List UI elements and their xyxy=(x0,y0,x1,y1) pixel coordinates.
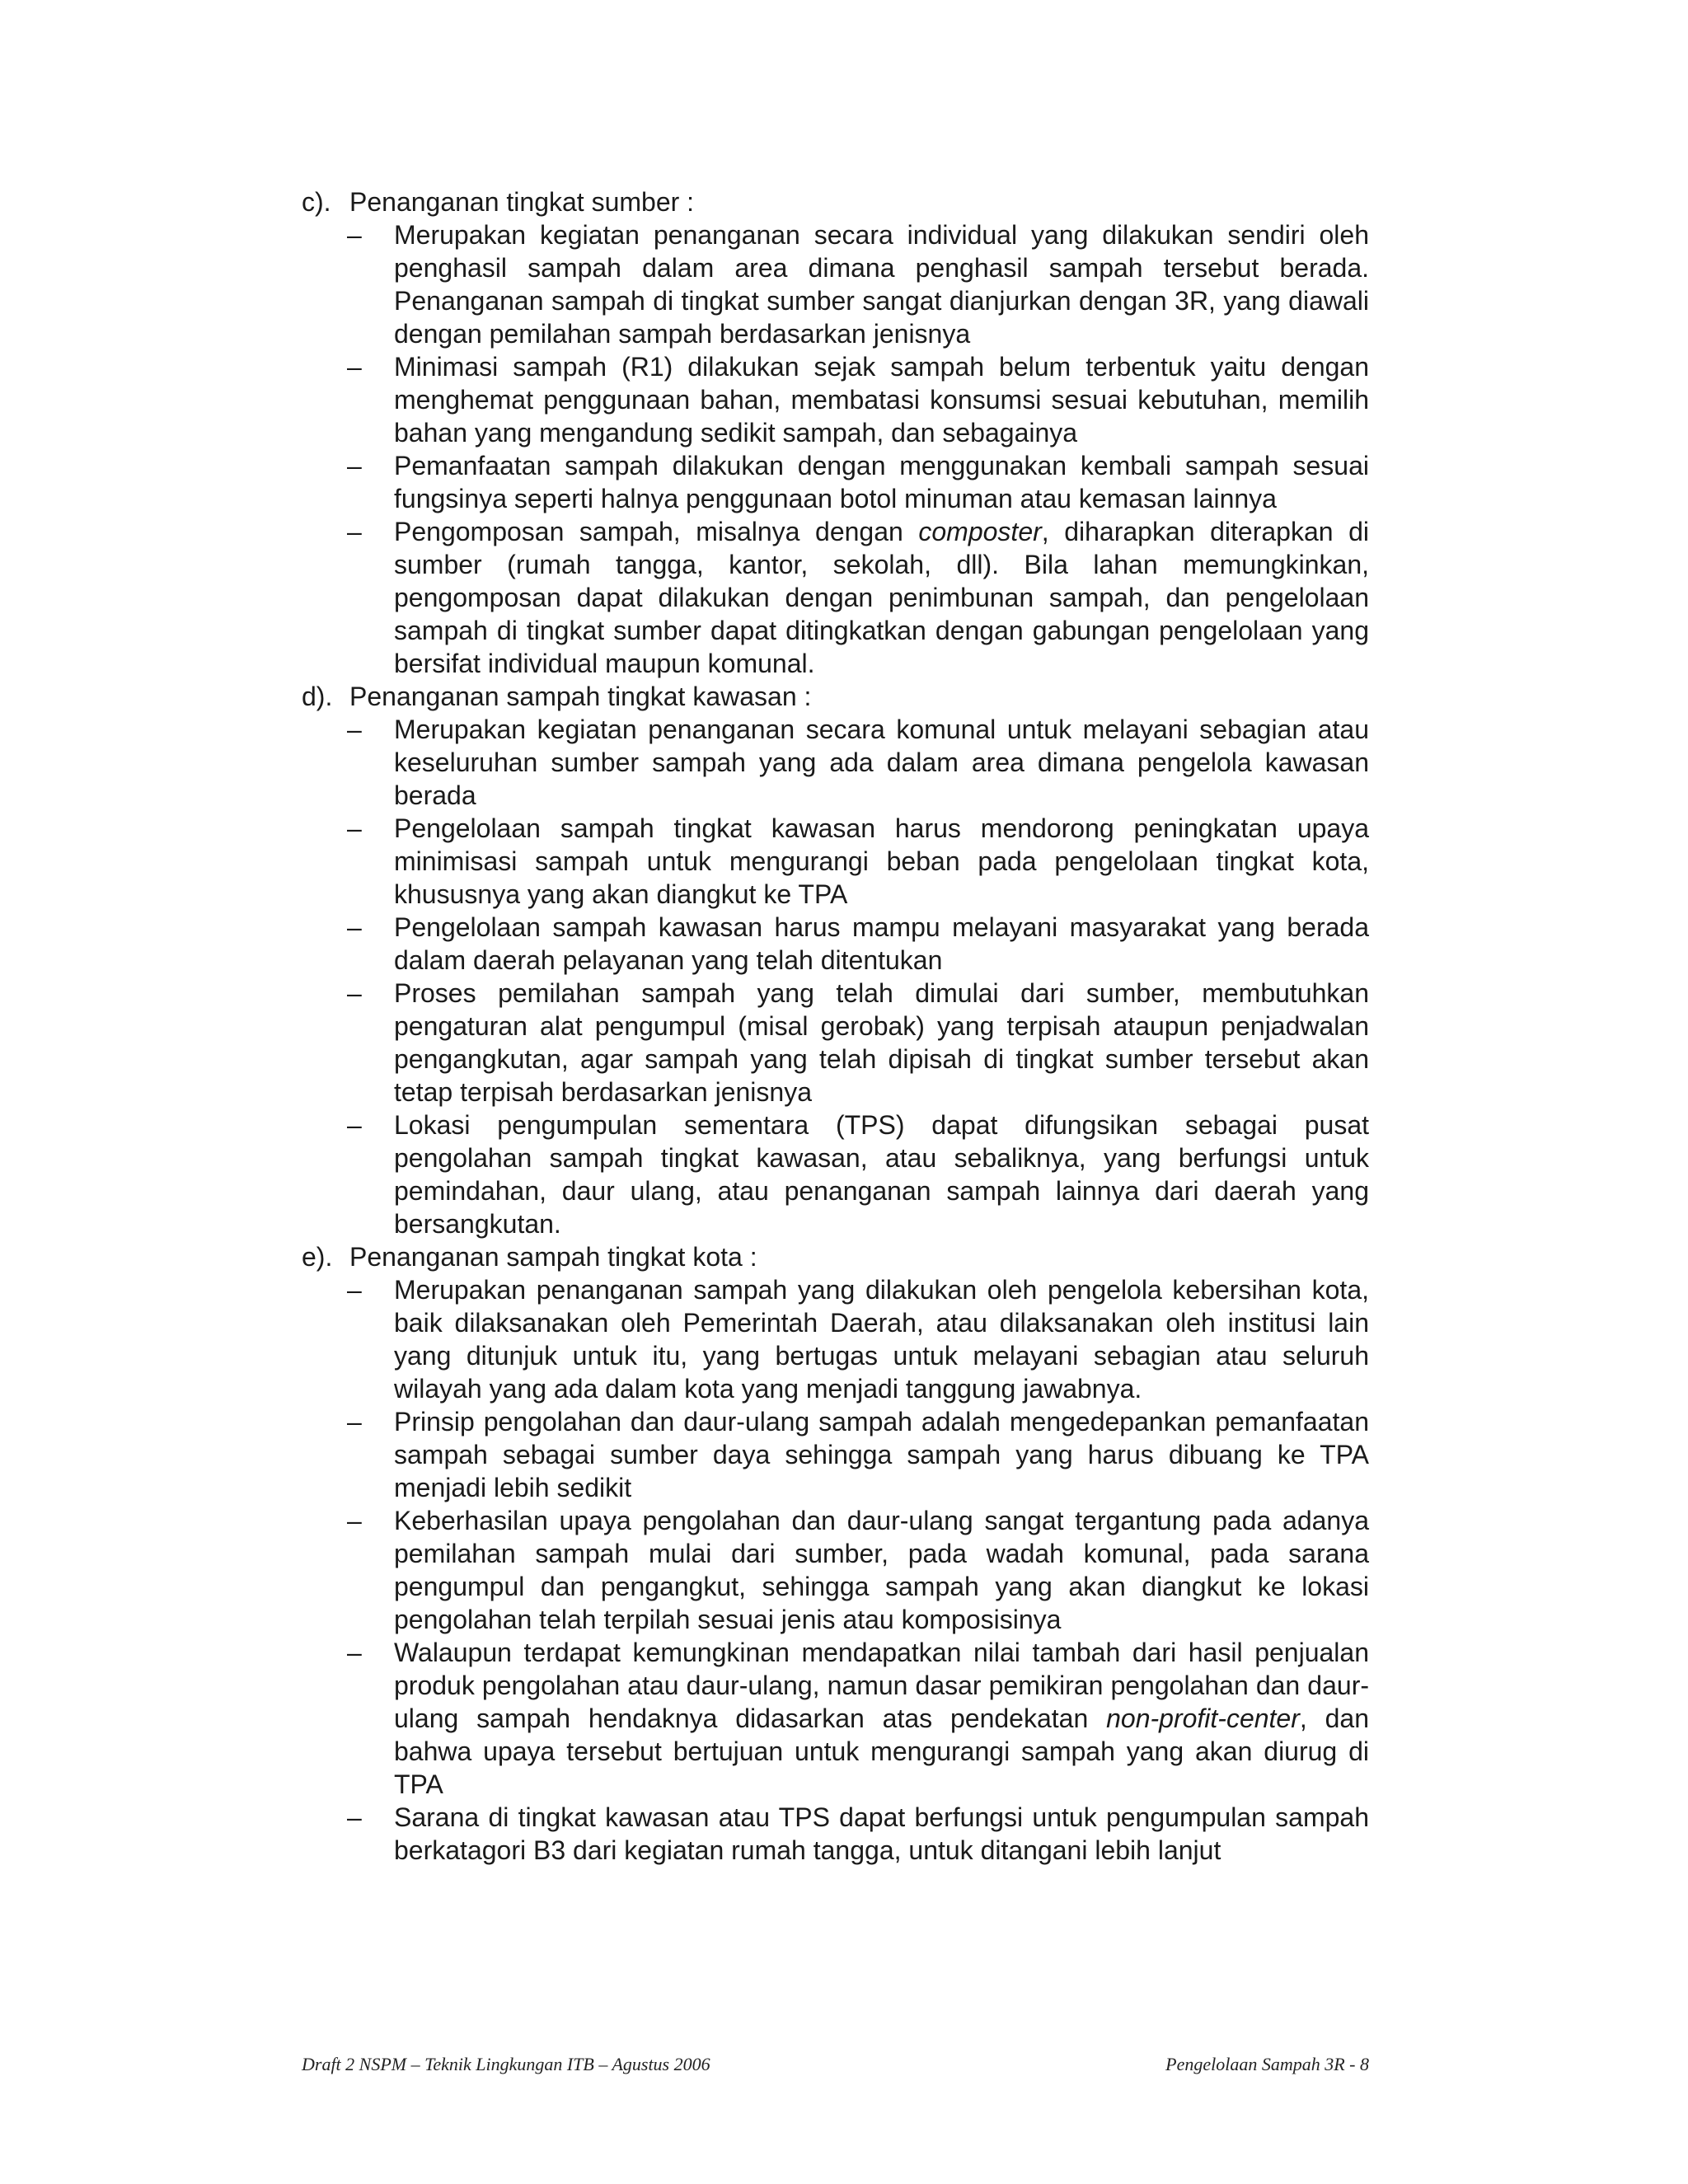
section xyxy=(302,680,1369,1240)
section-heading xyxy=(302,185,1369,218)
list-item-text xyxy=(394,218,1369,350)
section-title: Penanganan sampah tingkat kawasan : xyxy=(349,682,812,711)
dash-bullet: – xyxy=(347,352,362,382)
dash-bullet: – xyxy=(347,220,362,250)
dash-bullet: – xyxy=(347,813,362,843)
text-run: Pengelolaan sampah tingkat kawasan harus mendorong peningkatan upaya minimisasi sampah untuk mengurangi beban pada pengelolaan tingkat kota, khususnya yang akan diangkut ke TPA xyxy=(394,813,1369,909)
text-run: Sarana di tingkat kawasan atau TPS dapat berfungsi untuk pengumpulan sampah berkatagori B3 dari kegiatan rumah tangga, untuk ditangani lebih lanjut xyxy=(394,1802,1369,1865)
list-item xyxy=(302,977,1369,1108)
text-run: Proses pemilahan sampah yang telah dimulai dari sumber, membutuhkan pengaturan alat pengumpul (misal gerobak) yang terpisah ataupun penjadwalan pengangkutan, agar sampah yang telah dipisah di tingkat sumber tersebut akan tetap terpisah berdasarkan jenisnya xyxy=(394,978,1369,1107)
list-item-text xyxy=(394,911,1369,977)
text-run: Merupakan penanganan sampah yang dilakukan oleh pengelola kebersihan kota, baik dilaksanakan oleh Pemerintah Daerah, atau dilaksanakan oleh institusi lain yang ditunjuk untuk itu, yang bertugas untuk melayani sebagian atau seluruh wilayah yang ada dalam kota yang menjadi tanggung jawabnya. xyxy=(394,1275,1369,1404)
section-letter: e). xyxy=(302,1242,333,1272)
text-run: Minimasi sampah (R1) dilakukan sejak sampah belum terbentuk yaitu dengan menghemat penggunaan bahan, membatasi konsumsi sesuai kebutuhan, memilih bahan yang mengandung sedikit sampah, dan sebagainya xyxy=(394,352,1369,448)
bullet-list xyxy=(302,713,1369,1240)
list-item xyxy=(302,1636,1369,1801)
list-item xyxy=(302,1801,1369,1867)
italic-term: non-profit-center xyxy=(1106,1704,1300,1733)
list-item xyxy=(302,515,1369,680)
dash-bullet: – xyxy=(347,1638,362,1667)
section xyxy=(302,185,1369,680)
list-item xyxy=(302,350,1369,449)
text-run: , dan bahwa upaya tersebut bertujuan untuk mengurangi sampah yang akan diurug di TPA xyxy=(394,1704,1370,1799)
list-item xyxy=(302,713,1369,812)
list-item-text xyxy=(394,812,1369,911)
dash-bullet: – xyxy=(347,1506,362,1535)
list-item xyxy=(302,449,1369,515)
section-title: Penanganan sampah tingkat kota : xyxy=(349,1242,757,1272)
list-item xyxy=(302,1108,1369,1240)
list-item-text xyxy=(394,1405,1369,1504)
text-run: , diharapkan diterapkan di sumber (rumah tangga, kantor, sekolah, dll). Bila lahan memungkinkan, pengomposan dapat dilakukan dengan penimbunan sampah, dan pengelolaan sampah di tingkat sumber dapat ditingkatkan dengan gabungan pengelolaan yang bersifat individual maupun komunal. xyxy=(394,517,1370,678)
dash-bullet: – xyxy=(347,517,362,546)
section-title: Penanganan tingkat sumber : xyxy=(349,187,695,217)
list-item xyxy=(302,1405,1369,1504)
italic-term: composter xyxy=(918,517,1042,546)
section-letter: c). xyxy=(302,187,331,217)
section-letter: d). xyxy=(302,682,333,711)
page-footer xyxy=(302,2054,1369,2075)
list-item-text xyxy=(394,713,1369,812)
list-item xyxy=(302,1273,1369,1405)
list-item-text xyxy=(394,1801,1369,1867)
dash-bullet: – xyxy=(347,1275,362,1305)
section-heading xyxy=(302,680,1369,713)
footer-page-label: Pengelolaan Sampah 3R - 8 xyxy=(1165,2054,1369,2074)
bullet-list xyxy=(302,1273,1369,1867)
list-item-text xyxy=(394,1636,1369,1801)
list-item-text xyxy=(394,1273,1369,1405)
text-run: Pengomposan sampah, misalnya dengan xyxy=(394,517,919,546)
text-run: Pemanfaatan sampah dilakukan dengan menggunakan kembali sampah sesuai fungsinya seperti halnya penggunaan botol minuman atau kemasan lainnya xyxy=(394,451,1369,513)
text-run: Walaupun terdapat kemungkinan mendapatkan nilai tambah dari hasil penjualan produk pengolahan atau daur-ulang, namun dasar pemikiran pengolahan dan daur-ulang sampah hendaknya didasarkan atas pendekatan xyxy=(394,1638,1369,1733)
list-item-text xyxy=(394,977,1369,1108)
list-item-text xyxy=(394,350,1369,449)
dash-bullet: – xyxy=(347,715,362,744)
text-run: Pengelolaan sampah kawasan harus mampu melayani masyarakat yang berada dalam daerah pelayanan yang telah ditentukan xyxy=(394,912,1369,975)
text-run: Merupakan kegiatan penanganan secara komunal untuk melayani sebagian atau keseluruhan sumber sampah yang ada dalam area dimana pengelola kawasan berada xyxy=(394,715,1369,810)
dash-bullet: – xyxy=(347,978,362,1008)
list-item-text xyxy=(394,1108,1369,1240)
dash-bullet: – xyxy=(347,912,362,942)
section xyxy=(302,1240,1369,1867)
document-body xyxy=(302,185,1369,1867)
list-item-text xyxy=(394,515,1369,680)
dash-bullet: – xyxy=(347,1407,362,1436)
text-run: Prinsip pengolahan dan daur-ulang sampah adalah mengedepankan pemanfaatan sampah sebagai sumber daya sehingga sampah yang harus dibuang ke TPA menjadi lebih sedikit xyxy=(394,1407,1369,1502)
bullet-list xyxy=(302,218,1369,680)
list-item xyxy=(302,911,1369,977)
list-item-text xyxy=(394,1504,1369,1636)
dash-bullet: – xyxy=(347,451,362,480)
list-item xyxy=(302,1504,1369,1636)
footer-left: Draft 2 NSPM – Teknik Lingkungan ITB – Agustus 2006 xyxy=(302,2054,710,2074)
list-item xyxy=(302,812,1369,911)
dash-bullet: – xyxy=(347,1802,362,1832)
list-item xyxy=(302,218,1369,350)
text-run: Keberhasilan upaya pengolahan dan daur-ulang sangat tergantung pada adanya pemilahan sampah mulai dari sumber, pada wadah komunal, pada sarana pengumpul dan pengangkut, sehingga sampah yang akan diangkut ke lokasi pengolahan telah terpilah sesuai jenis atau komposisinya xyxy=(394,1506,1369,1634)
dash-bullet: – xyxy=(347,1110,362,1140)
list-item-text xyxy=(394,449,1369,515)
text-run: Lokasi pengumpulan sementara (TPS) dapat difungsikan sebagai pusat pengolahan sampah tingkat kawasan, atau sebaliknya, yang berfungsi untuk pemindahan, daur ulang, atau penanganan sampah lainnya dari daerah yang bersangkutan. xyxy=(394,1110,1369,1239)
text-run: Merupakan kegiatan penanganan secara individual yang dilakukan sendiri oleh penghasil sampah dalam area dimana penghasil sampah tersebut berada. Penanganan sampah di tingkat sumber sangat dianjurkan dengan 3R, yang diawali dengan pemilahan sampah berdasarkan jenisnya xyxy=(394,220,1369,349)
section-heading xyxy=(302,1240,1369,1273)
